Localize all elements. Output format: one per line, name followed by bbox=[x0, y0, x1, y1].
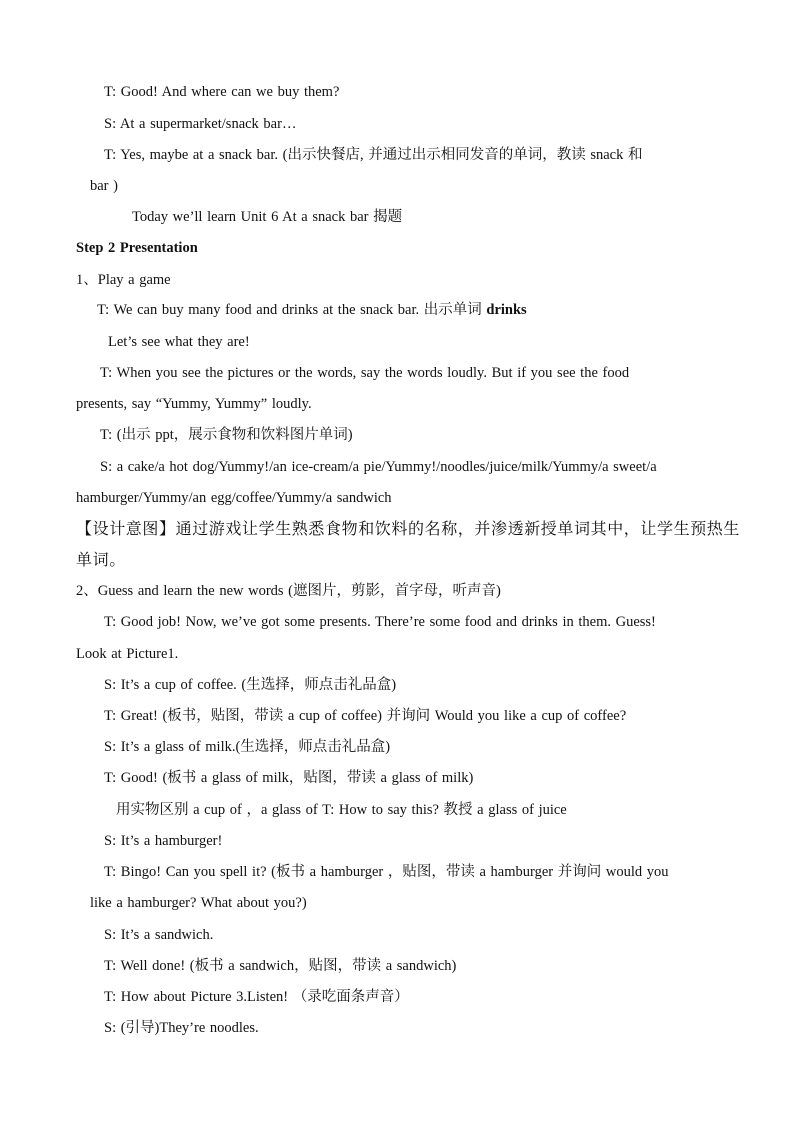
text-line: T: Good job! Now, we’ve got some presents. There’re some food and drinks in them. Guess! bbox=[104, 614, 656, 630]
text-line: T: Good! And where can we buy them? bbox=[104, 84, 340, 100]
text-line: S: a cake/a hot dog/Yummy!/an ice-cream/a pie/Yummy!/noodles/juice/milk/Yummy/a sweet/a bbox=[100, 459, 657, 475]
text-line: Look at Picture1. bbox=[76, 646, 179, 662]
text-line bbox=[97, 300, 527, 320]
text-line: T: Well done! (板书 a sandwich，贴图，带读 a sandwich) bbox=[104, 958, 457, 974]
text-line: like a hamburger? What about you?) bbox=[90, 895, 307, 911]
text-line: S: It’s a sandwich. bbox=[104, 927, 214, 943]
text-line: T: Good! (板书 a glass of milk，贴图，带读 a glass of milk) bbox=[104, 770, 474, 786]
list-heading: 2、Guess and learn the new words (遮图片，剪影，首字母，听声音) bbox=[76, 583, 501, 599]
text-line: presents, say “Yummy, Yummy” loudly. bbox=[76, 396, 312, 412]
list-heading: 1、Play a game bbox=[76, 272, 171, 288]
text-segment: T: We can buy many food and drinks at the snack bar. 出示单词 bbox=[97, 302, 487, 318]
text-line: bar ) bbox=[90, 178, 118, 194]
text-line: T: Yes, maybe at a snack bar. (出示快餐店, 并通过出示相同发音的单词，教读 snack 和 bbox=[104, 147, 643, 163]
text-line: T: How about Picture 3.Listen! （录吃面条声音） bbox=[104, 989, 409, 1005]
text-line: T: Bingo! Can you spell it? (板书 a hamburger ，贴图，带读 a hamburger 并询问 would you bbox=[104, 864, 669, 880]
text-line: T: When you see the pictures or the words, say the words loudly. But if you see the food bbox=[100, 365, 630, 381]
text-line: 用实物区别 a cup of ，a glass of T: How to say this? 教授 a glass of juice bbox=[116, 802, 567, 818]
section-heading: Step 2 Presentation bbox=[76, 240, 198, 256]
text-line: S: It’s a glass of milk.(生选择，师点击礼品盒) bbox=[104, 739, 391, 755]
text-line: S: It’s a hamburger! bbox=[104, 833, 223, 849]
text-line: Today we’ll learn Unit 6 At a snack bar 揭题 bbox=[132, 209, 403, 225]
design-intent-continued: 单词。 bbox=[76, 550, 126, 569]
text-line: T: (出示 ppt，展示食物和饮料图片单词) bbox=[100, 427, 353, 443]
text-line: S: (引导)They’re noodles. bbox=[104, 1020, 259, 1036]
design-intent: 【设计意图】通过游戏让学生熟悉食物和饮料的名称，并渗透新授单词其中，让学生预热生 bbox=[76, 519, 741, 538]
text-line: S: It’s a cup of coffee. (生选择，师点击礼品盒) bbox=[104, 677, 397, 693]
bold-word: drinks bbox=[486, 302, 527, 318]
text-line: hamburger/Yummy/an egg/coffee/Yummy/a sandwich bbox=[76, 490, 392, 506]
text-line: T: Great! (板书，贴图，带读 a cup of coffee) 并询问 Would you like a cup of coffee? bbox=[104, 708, 627, 724]
text-line: Let’s see what they are! bbox=[108, 334, 250, 350]
text-line: S: At a supermarket/snack bar… bbox=[104, 116, 297, 132]
